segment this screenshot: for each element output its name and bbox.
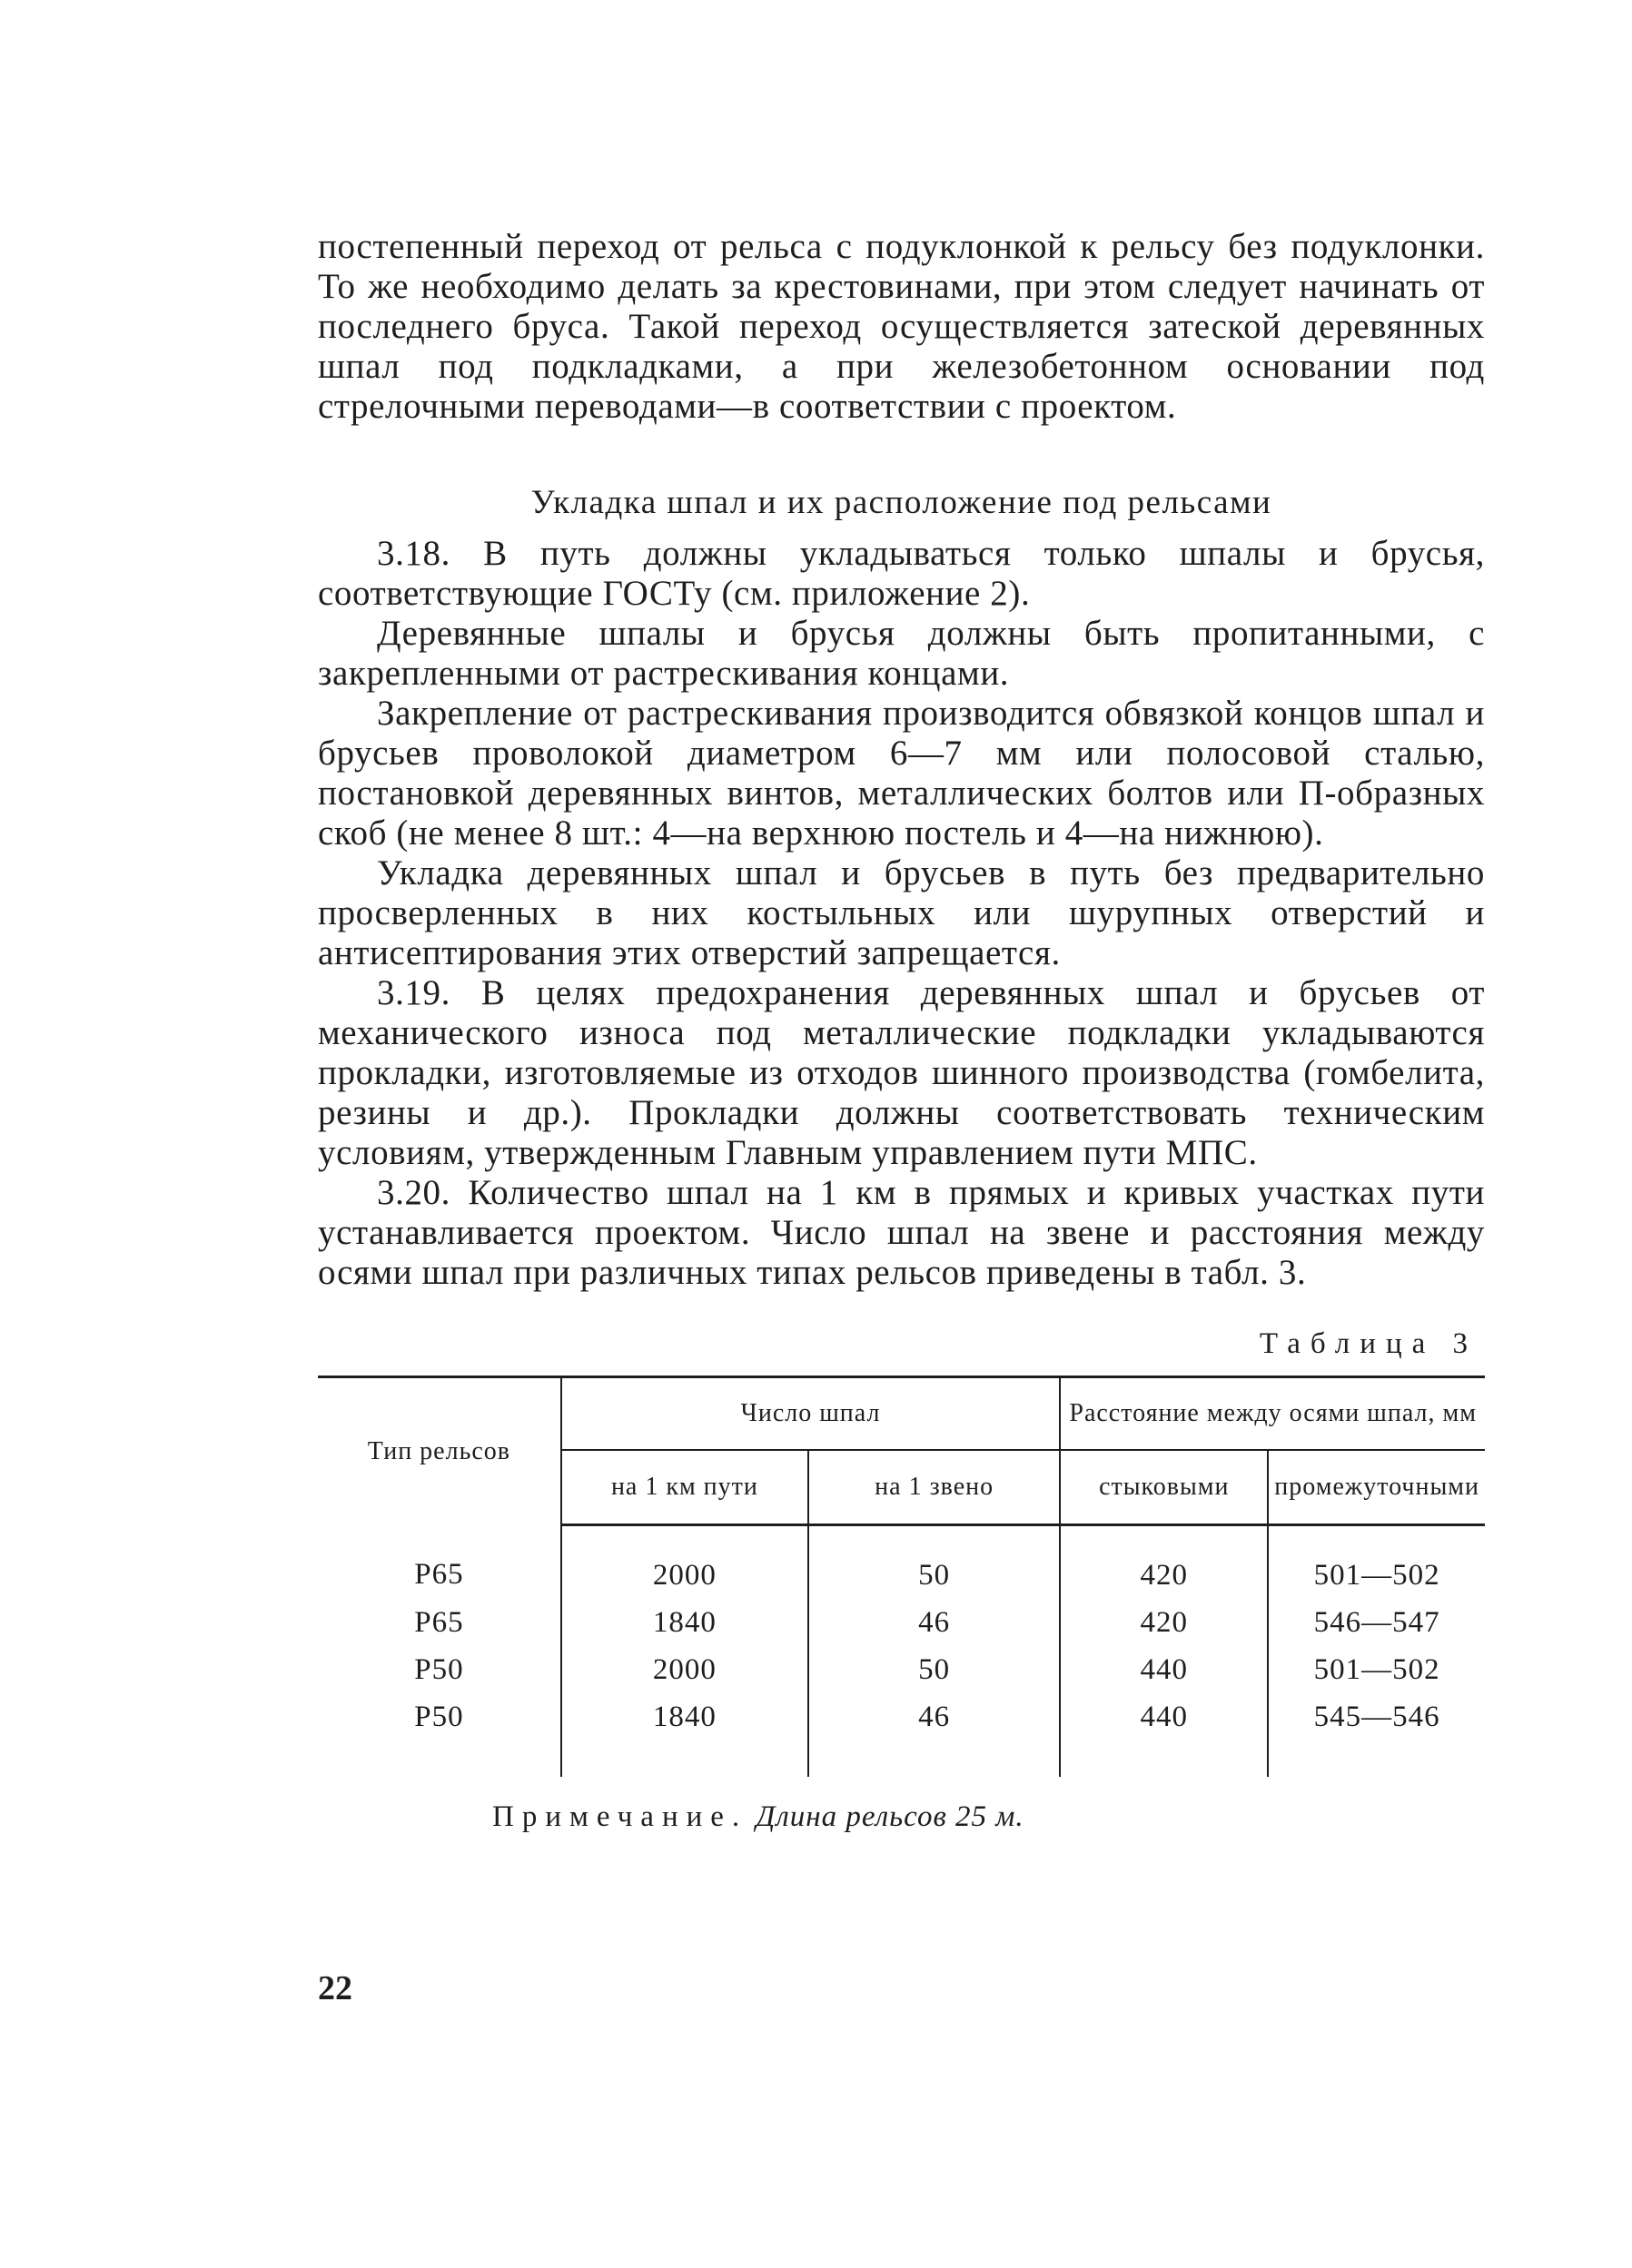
table-row [318,1646,1485,1693]
table-row [318,1599,1485,1646]
cell-rail: Р65 [414,1605,464,1639]
note-label: Примечание. [492,1800,748,1833]
cell-per-km: 2000 [561,1646,808,1693]
paragraph-3-18: 3.18. В путь должны укладываться только шпалы и брусья, соответствующие ГОСТу (см. приложение 2). [318,534,1485,613]
cell-per-link: 46 [808,1599,1060,1646]
note-text: Длина рельсов 25 м. [756,1800,1024,1833]
table-caption: Таблица 3 [1259,1327,1478,1360]
cell-per-link: 50 [808,1525,1060,1600]
cell-intermediate: 501—502 [1268,1525,1485,1600]
cell-joint: 420 [1060,1525,1268,1600]
header-rail-type: Тип рельсов [318,1377,561,1525]
table-row [318,1525,1485,1600]
page-number: 22 [318,1969,352,2007]
paragraph-3-20: 3.20. Количество шпал на 1 км в прямых и кривых участках пути устанавливается проектом. Число шпал на звене и расстояния между осями шпал при различных типах рельсов приведены в табл. 3. [318,1173,1485,1292]
page-content [318,227,1485,1834]
cell-joint: 440 [1060,1646,1268,1693]
table-header-row [318,1377,1485,1451]
cell-intermediate: 546—547 [1268,1599,1485,1646]
cell-per-km: 1840 [561,1599,808,1646]
cell-intermediate: 545—546 [1268,1693,1485,1777]
header-joint: стыковыми [1060,1450,1268,1525]
cell-joint: 440 [1060,1693,1268,1777]
header-spacing: Расстояние между осями шпал, мм [1060,1377,1485,1451]
paragraph-drilling: Укладка деревянных шпал и брусьев в путь без предварительно просверленных в них костыльных или шурупных отверстий и антисептирования этих отверстий запрещается. [318,853,1485,972]
cell-per-link: 46 [808,1693,1060,1777]
cell-per-km: 2000 [561,1525,808,1600]
table-row [318,1693,1485,1777]
cell-per-km: 1840 [561,1693,808,1777]
table-note [318,1800,1485,1834]
cell-per-link: 50 [808,1646,1060,1693]
cell-rail: Р50 [414,1700,464,1733]
cell-rail: Р50 [414,1652,464,1686]
header-per-km: на 1 км пути [561,1450,808,1525]
sleepers-table [318,1376,1485,1777]
cell-rail: Р65 [414,1557,464,1591]
paragraph-fastening: Закрепление от растрескивания производится обвязкой концов шпал и брусьев проволокой диаметром 6—7 мм или полосовой сталью, постановкой деревянных винтов, металлических болтов или П-образных скоб (не менее 8 шт.: 4—на верхнюю постель и 4—на нижнюю). [318,694,1485,853]
header-sleeper-count: Число шпал [561,1377,1060,1451]
paragraph-impregnation: Деревянные шпалы и брусья должны быть пропитанными, с закрепленными от растрескивания концами. [318,614,1485,693]
paragraph-3-19: 3.19. В целях предохранения деревянных шпал и брусьев от механического износа под металлические подкладки укладываются прокладки, изготовляемые из отходов шинного производства (гомбелита, резины и др.). Прокладки должны соответствовать техническим условиям, утвержденным Главным управлением пути МПС. [318,973,1485,1172]
header-intermediate: промежуточными [1268,1450,1485,1525]
cell-intermediate: 501—502 [1268,1646,1485,1693]
cell-joint: 420 [1060,1599,1268,1646]
intro-paragraph: постепенный переход от рельса с подуклонкой к рельсу без подуклонки. То же необходимо делать за крестовинами, при этом следует начинать от последнего бруса. Такой переход осуществляется затеской деревянных шпал под подкладками, а при железобетонном основании под стрелочными переводами—в соответствии с проектом. [318,227,1485,426]
header-per-link: на 1 звено [808,1450,1060,1525]
section-heading: Укладка шпал и их расположение под рельсами [530,484,1272,521]
